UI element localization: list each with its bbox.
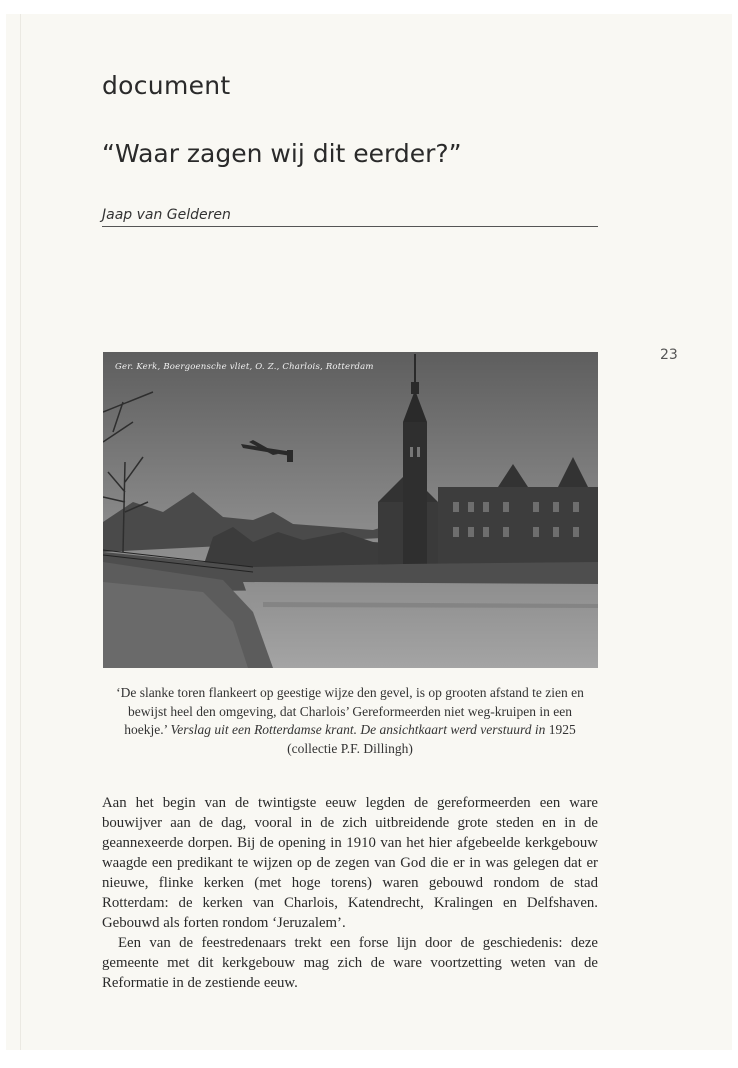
author-name: Jaap van Gelderen [102, 207, 231, 223]
paragraph-2: Een van de feestredenaars trekt een forse lijn door de geschiedenis: deze gemeente met dit kerkgebouw mag zich de ware voortzetting weten van de Reformatie in de zestiende eeuw. [102, 935, 598, 991]
section-label: document [102, 71, 231, 100]
article-body [102, 793, 598, 993]
postcard-photo [103, 352, 598, 668]
church-postcard-image [103, 352, 598, 668]
caption-quote: ‘De slanke toren flankeert op geestige wijze den gevel, is op grooten afstand te zien en bewijst heel den omgeving, dat Charlois’ Gereformeerden niet weg-kruipen in een hoekje.’ [116, 685, 584, 737]
caption-year: 1925 [548, 722, 576, 737]
article-title: “Waar zagen wij dit eerder?” [102, 139, 462, 168]
title-rule [102, 226, 598, 227]
page-number: 23 [660, 347, 678, 363]
page-edge [20, 14, 21, 1050]
caption-credit: (collectie P.F. Dillingh) [287, 740, 413, 756]
paragraph-1: Aan het begin van de twintigste eeuw legden de gereformeerden een ware bouwijver aan de dag, vooral in de zich uitbreidende grote steden en in de geannexeerde dorpen. Bij de opening in 1910 van het hier afgebeelde kerkgebouw waagde een predikant te wijzen op de zegen van God die er in was gelegen dat er nieuwe, flinke kerken (met hoge torens) waren gebouwd rondom de stad Rotterdam: de kerken van Charlois, Katendrecht, Kralingen en Delfshaven. Gebouwd als forten rondom ‘Jeruzalem’. [102, 795, 598, 931]
photo-caption [108, 684, 592, 758]
postcard-inscription: Ger. Kerk, Boergoensche vliet, O. Z., Charlois, Rotterdam [115, 362, 374, 372]
caption-source: Verslag uit een Rotterdamse krant. De ansichtkaart werd verstuurd in [170, 722, 546, 737]
